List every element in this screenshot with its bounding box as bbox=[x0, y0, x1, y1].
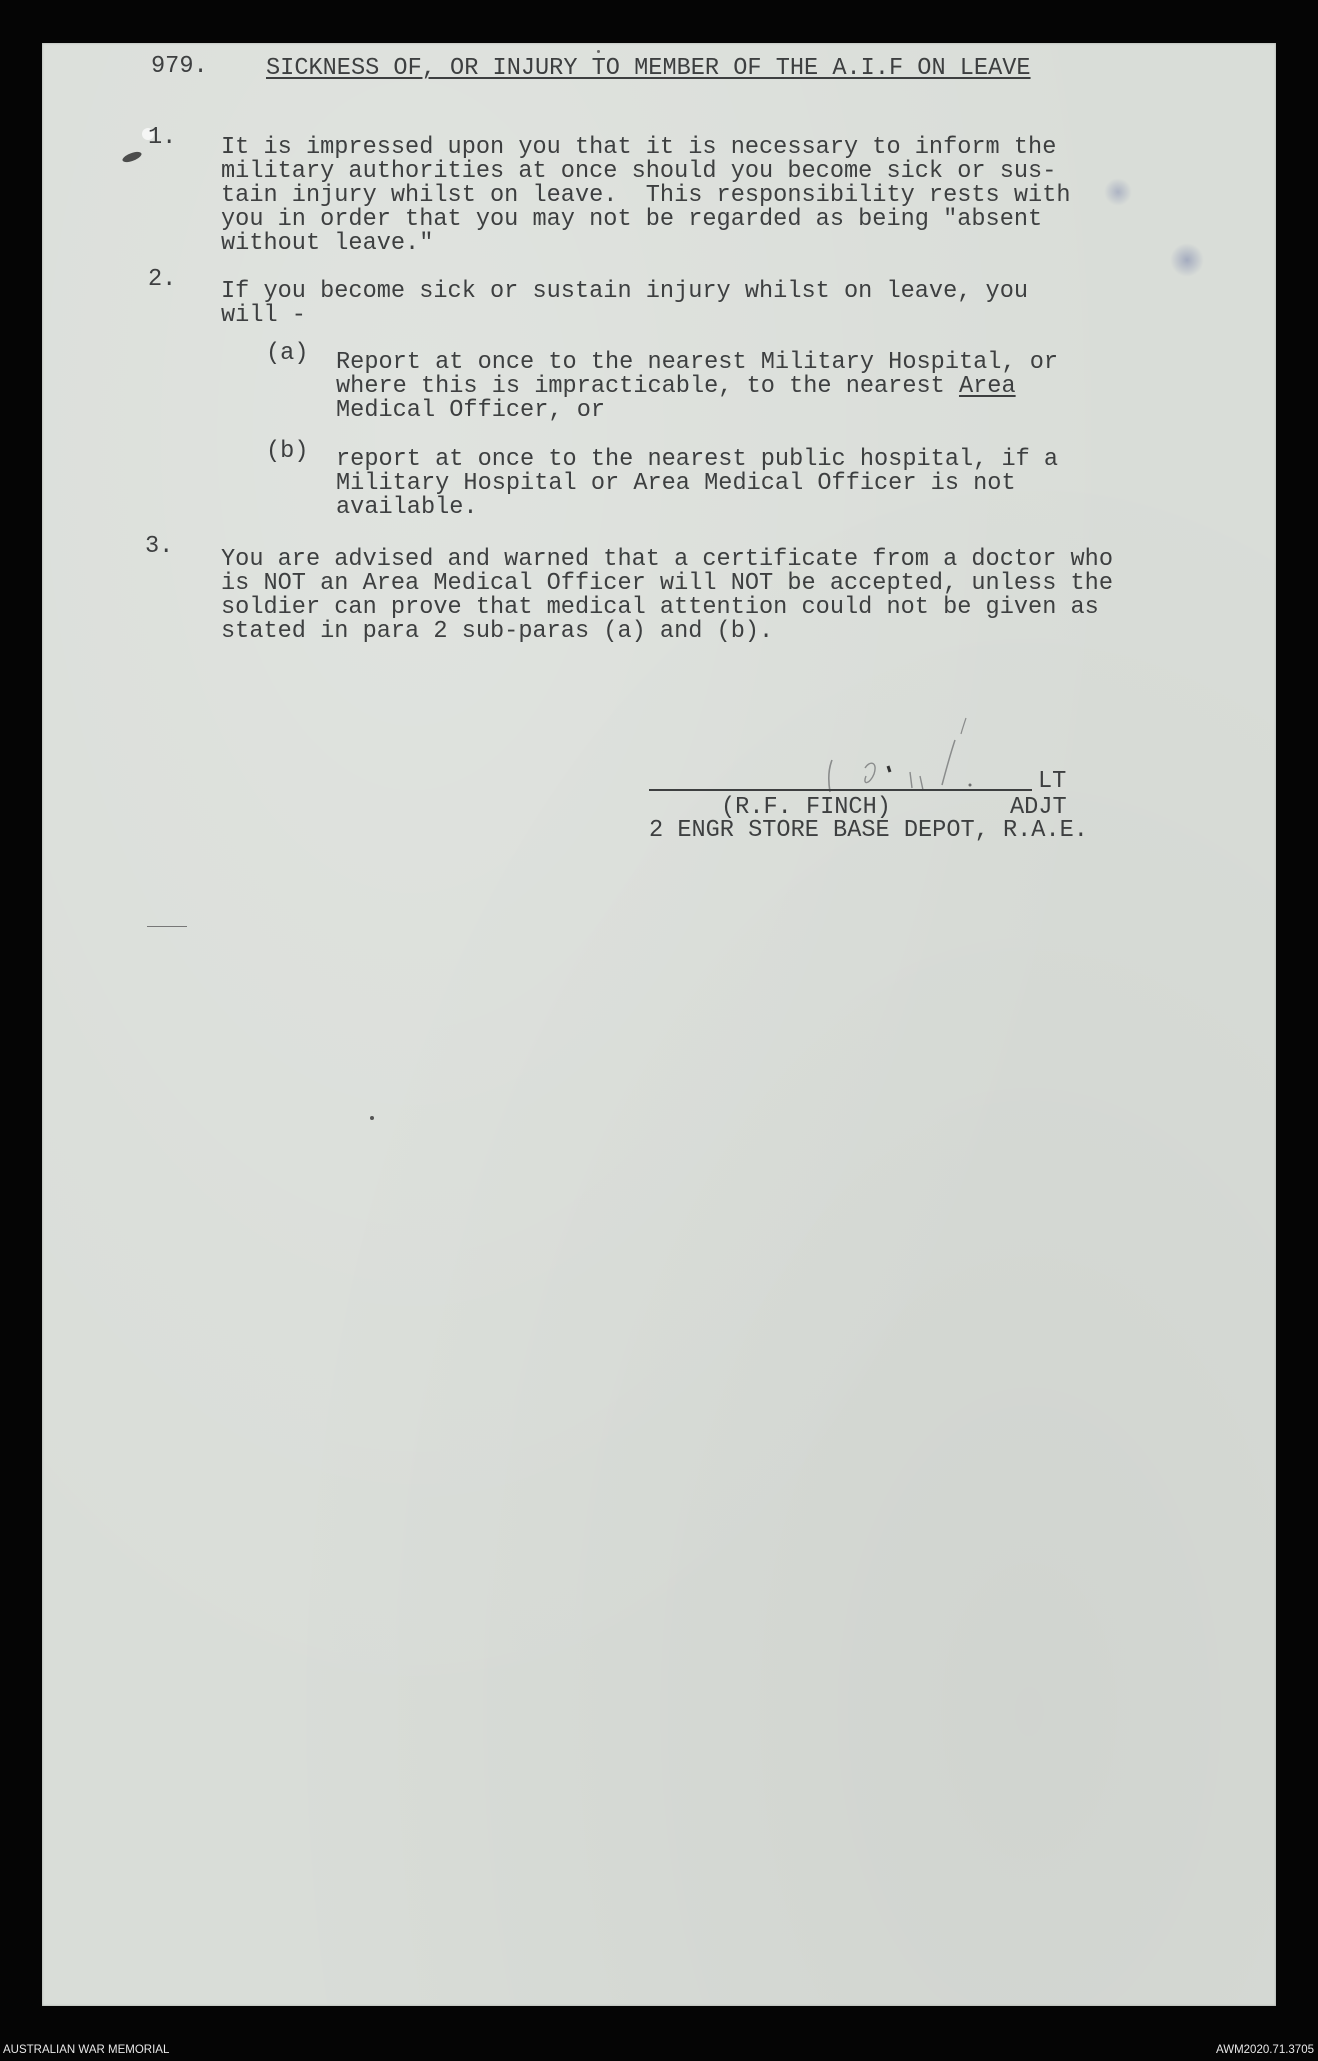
paper-speck bbox=[370, 1116, 374, 1120]
footer-accession-number: AWM2020.71.3705 bbox=[1215, 2044, 1314, 2056]
subparagraph-b-label: (b) bbox=[266, 438, 309, 465]
document-sheet bbox=[42, 43, 1276, 2006]
subparagraph-a-underlined-word: Area bbox=[958, 373, 1016, 400]
footer-institution: AUSTRALIAN WAR MEMORIAL bbox=[3, 2044, 170, 2056]
subparagraph-a-text-end: Medical Officer, or bbox=[336, 397, 606, 424]
paragraph-2-number: 2. bbox=[148, 266, 177, 293]
subparagraph-a-label: (a) bbox=[266, 340, 309, 367]
paragraph-2-text: If you become sick or sustain injury whilst on leave, you will - bbox=[221, 278, 1029, 329]
paper-smudge bbox=[1170, 243, 1204, 277]
subparagraph-b-text: report at once to the nearest public hospital, if a Military Hospital or Area Medical Officer is not available. bbox=[336, 446, 1059, 521]
document-title: SICKNESS OF, OR INJURY TO MEMBER OF THE A.I.F ON LEAVE bbox=[266, 55, 1031, 82]
signature-line bbox=[649, 789, 1032, 791]
paragraph-3-number: 3. bbox=[145, 533, 174, 560]
paper-speck bbox=[121, 149, 143, 165]
signatory-rank: LT bbox=[1038, 768, 1067, 795]
paper-mark bbox=[147, 926, 187, 927]
paragraph-3-text: You are advised and warned that a certificate from a doctor who is NOT an Area Medical Officer will NOT be accepted, unless the soldier can prove that medical attention could not be given as stated in para 2 sub-paras (a) and (b). bbox=[221, 546, 1113, 645]
document-number: 979. bbox=[151, 53, 208, 80]
signatory-name: (R.F. FINCH) bbox=[721, 794, 891, 821]
footer-bar bbox=[0, 2038, 1318, 2061]
subparagraph-a-text-start: Report at once to the nearest Military Hospital, or where this is impracticable, to the nearest bbox=[336, 349, 1059, 400]
subparagraph-a-text bbox=[336, 351, 1156, 423]
signatory-unit: 2 ENGR STORE BASE DEPOT, R.A.E. bbox=[649, 817, 1088, 844]
paper-speck bbox=[597, 50, 600, 53]
signatory-appointment: ADJT bbox=[1010, 794, 1067, 821]
paragraph-1-text: It is impressed upon you that it is necessary to inform the military authorities at once should you become sick or sus- tain injury whilst on leave. This responsibility rests with you in order that you may not be regarded as being "absent without leave." bbox=[221, 134, 1071, 257]
paragraph-1-number: 1. bbox=[148, 124, 177, 151]
